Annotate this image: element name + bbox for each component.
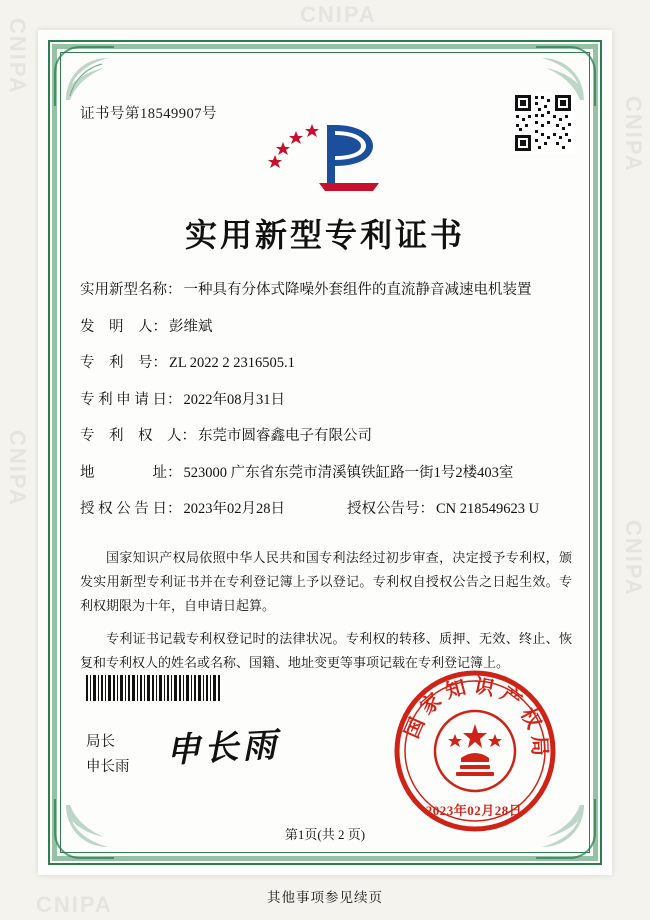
signature-block (86, 730, 130, 779)
svg-text:国家知识产权局 (400, 673, 551, 762)
seal-date: 2023年02月28日 (425, 803, 523, 818)
seal-arc-text: 国家知识产权局 (401, 674, 551, 763)
page-number: 第1页(共 2 页) (284, 827, 366, 842)
page-title: 实用新型专利证书 (184, 217, 465, 253)
field-label: 实用新型名称： (80, 282, 182, 298)
field-value: ZL 2022 2 2316505.1 (169, 355, 295, 371)
grant-date-value: 2023年02月28日 (183, 501, 285, 517)
field-value: 一种具有分体式降噪外套组件的直流静音减速电机装置 (183, 282, 532, 298)
cnipa-logo (38, 115, 612, 193)
field-value: 东莞市圆睿鑫电子有限公司 (198, 428, 372, 444)
certificate-number-label: 证书号 (80, 106, 125, 122)
certificate-number-value: 第18549907号 (125, 106, 217, 122)
field-row-address (80, 461, 572, 482)
leaf-ornament-icon (64, 56, 110, 102)
field-label: 专 利 申 请 日： (80, 391, 182, 408)
field-row-application-date (80, 388, 572, 409)
watermark-text: CNIPA (300, 2, 377, 27)
field-row-patent-number (80, 351, 572, 372)
grant-number-label: 授权公告号： (347, 501, 434, 517)
grant-date-label: 授 权 公 告 日： (80, 501, 182, 517)
director-title-label: 局长 (86, 734, 115, 750)
field-list (80, 278, 572, 534)
field-row-utility-model-name (80, 278, 572, 299)
field-value: 523000 广东省东莞市清溪镇铁缸路一街1号2楼403室 (183, 464, 514, 481)
cnipa-logo-icon (261, 115, 389, 193)
watermark-text: CNIPA (36, 892, 113, 917)
legal-paragraph: 国家知识产权局依照中华人民共和国专利法经过初步审查，决定授予专利权，颁发实用新型专利证书并在专利登记簿上予以登记。专利权自授权公告之日起生效。专利权期限为十年，自申请日起算。 (80, 550, 572, 614)
director-name-label: 申长雨 (86, 758, 130, 775)
watermark-text: CNIPA (5, 430, 30, 507)
field-label: 专 利 权 人： (80, 428, 196, 444)
grant-number-value: CN 218549623 U (436, 501, 540, 517)
field-label: 发 明 人： (80, 318, 167, 335)
patent-certificate (38, 30, 612, 875)
field-row-inventor (80, 315, 572, 336)
field-row-patentee (80, 424, 572, 445)
field-value: 彭维斌 (169, 318, 213, 335)
field-row-grant-announcement (80, 497, 572, 518)
watermark-text: CNIPA (5, 18, 30, 95)
footer-note: 其他事项参见续页 (267, 890, 383, 905)
watermark-text: CNIPA (621, 520, 646, 597)
handwritten-signature: 申长雨 (165, 727, 282, 770)
field-value: 2022年08月31日 (183, 391, 285, 408)
legal-text (80, 546, 572, 684)
field-label: 专 利 号： (80, 355, 167, 371)
watermark-text: CNIPA (621, 96, 646, 173)
barcode-icon (86, 675, 220, 701)
legal-paragraph: 专利证书记载专利权登记时的法律状况。专利权的转移、质押、无效、终止、恢复和专利权人的姓名或名称、国籍、地址变更等事项记载在专利登记簿上。 (80, 631, 572, 671)
field-label: 地 址： (80, 464, 182, 481)
